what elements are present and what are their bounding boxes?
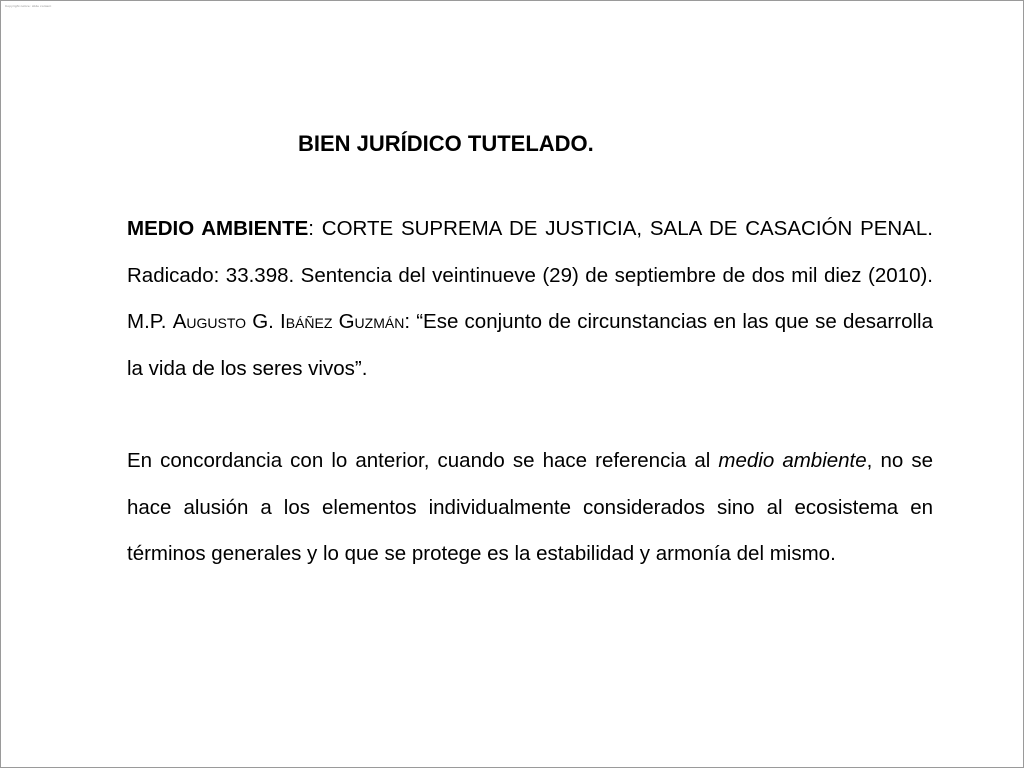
explanation-text-start: En concordancia con lo anterior, cuando se hace referencia al [127, 449, 719, 472]
slide-tag: Copyright notice: slide content [5, 4, 52, 8]
explanation-text-end: , no se hace alusión a los elementos individualmente considerados sino al ecosistema en términos generales y lo que se protege es la estabilidad y armonía del mismo. [127, 449, 933, 565]
emphasis-term: medio ambiente [718, 449, 867, 472]
paragraph-explanation [127, 438, 933, 578]
term-separator: : [308, 217, 322, 240]
magistrate-separator: : [404, 310, 417, 333]
slide-title: BIEN JURÍDICO TUTELADO. [298, 131, 594, 156]
term-label: MEDIO AMBIENTE [127, 217, 309, 240]
paragraph-citation [127, 206, 933, 392]
citation-text: CORTE SUPREMA DE JUSTICIA, SALA DE CASACIÓN PENAL. Radicado: 33.398. Sentencia del veintinueve (29) de septiembre de dos mil diez (2010). M.P. [127, 217, 933, 333]
magistrate-name: Augusto G. Ibáñez Guzmán [172, 310, 405, 333]
definition-quote: “Ese conjunto de circunstancias en las que se desarrolla la vida de los seres vivos”. [127, 310, 933, 380]
